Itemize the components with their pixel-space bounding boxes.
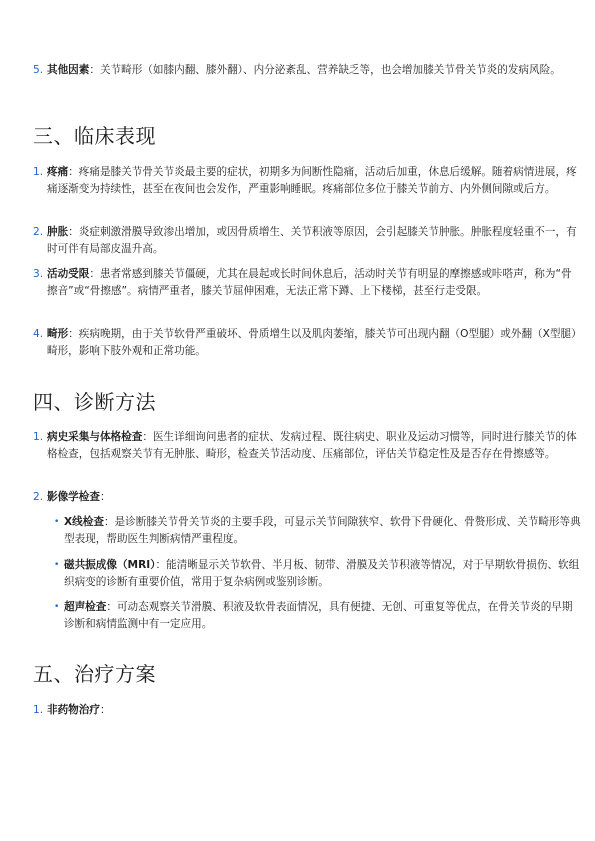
sub-item-ultrasound (54, 599, 581, 632)
list-number: 3. (33, 268, 44, 280)
item-text: ：疼痛是膝关节骨关节炎最主要的症状，初期多为间断性隐痛，活动后加重，休息后缓解。随着病情进展，疼痛逐渐变为持续性，甚至在夜间也会发作，严重影响睡眠。疼痛部位多位于膝关节前方、内外侧间隙或后方。 (47, 166, 577, 195)
item-title: 影像学检查 (47, 491, 100, 503)
item-title: 其他因素 (47, 64, 90, 76)
item-text: ：炎症刺激滑膜导致渗出增加，或因骨质增生、关节积液等原因，会引起膝关节肿胀。肿胀程度轻重不一，有时可伴有局部皮温升高。 (47, 226, 577, 255)
list-item-deformity (33, 326, 581, 359)
item-title: 畸形 (47, 328, 69, 340)
item-title: 非药物治疗 (47, 704, 100, 716)
item-text: ： (99, 491, 111, 503)
item-title: 疼痛 (47, 166, 69, 178)
item-text: ：关节畸形（如膝内翻、膝外翻）、内分泌紊乱、营养缺乏等，也会增加膝关节骨关节炎的发病风险。 (89, 64, 561, 76)
bullet-icon: • (54, 517, 60, 527)
list-item-non-drug (33, 702, 581, 719)
list-number: 2. (33, 491, 44, 503)
item-text: ：可动态观察关节滑膜、积液及软骨表面情况，具有便捷、无创、可重复等优点，在骨关节炎的早期诊断和病情监测中有一定应用。 (64, 601, 573, 630)
sub-item-mri (54, 557, 581, 590)
sub-item-xray (54, 514, 581, 547)
list-number: 2. (33, 226, 44, 238)
list-item-history-exam (33, 429, 581, 462)
item-title: X线检查 (64, 516, 104, 528)
item-title: 磁共振成像（MRI） (64, 559, 156, 571)
list-number: 1. (33, 704, 44, 716)
bullet-icon: • (54, 602, 60, 612)
item-text: ：能清晰显示关节软骨、半月板、韧带、滑膜及关节积液等情况，对于早期软骨损伤、软组织病变的诊断有重要价值，常用于复杂病例或鉴别诊断。 (64, 559, 580, 588)
list-number: 1. (33, 166, 44, 178)
list-item-pain (33, 164, 581, 197)
list-number: 5. (33, 64, 44, 76)
list-item-imaging (33, 489, 581, 506)
list-item-other-factors (33, 62, 581, 79)
list-number: 1. (33, 431, 44, 443)
item-title: 活动受限 (47, 268, 90, 280)
item-text: ：是诊断膝关节骨关节炎的主要手段，可显示关节间隙狭窄、软骨下骨硬化、骨赘形成、关节畸形等典型表现，帮助医生判断病情严重程度。 (64, 516, 581, 545)
item-text: ： (99, 704, 111, 716)
item-title: 超声检查 (64, 601, 107, 613)
item-text: ：医生详细询问患者的症状、发病过程、既往病史、职业及运动习惯等，同时进行膝关节的体格检查，包括观察关节有无肿胀、畸形，检查关节活动度、压痛部位，评估关节稳定性及是否存在骨擦感等。 (47, 431, 577, 460)
item-title: 肿胀 (47, 226, 69, 238)
list-item-limited-mobility (33, 266, 581, 299)
section-heading-diagnosis: 四、诊断方法 (33, 390, 156, 414)
list-item-swelling (33, 224, 581, 257)
list-number: 4. (33, 328, 44, 340)
section-heading-clinical: 三、临床表现 (33, 124, 156, 148)
item-title: 病史采集与体格检查 (47, 431, 143, 443)
section-heading-treatment: 五、治疗方案 (33, 662, 156, 686)
item-text: ：疾病晚期，由于关节软骨严重破坏、骨质增生以及肌肉萎缩，膝关节可出现内翻（O型腿）或外翻（X型腿）畸形，影响下肢外观和正常功能。 (47, 328, 577, 357)
bullet-icon: • (54, 560, 60, 570)
item-text: ：患者常感到膝关节僵硬，尤其在晨起或长时间休息后，活动时关节有明显的摩擦感或咔嗒声，称为“骨擦音”或“骨擦感”。病情严重者，膝关节屈伸困难，无法正常下蹲、上下楼梯，甚至行走受限。 (47, 268, 572, 297)
